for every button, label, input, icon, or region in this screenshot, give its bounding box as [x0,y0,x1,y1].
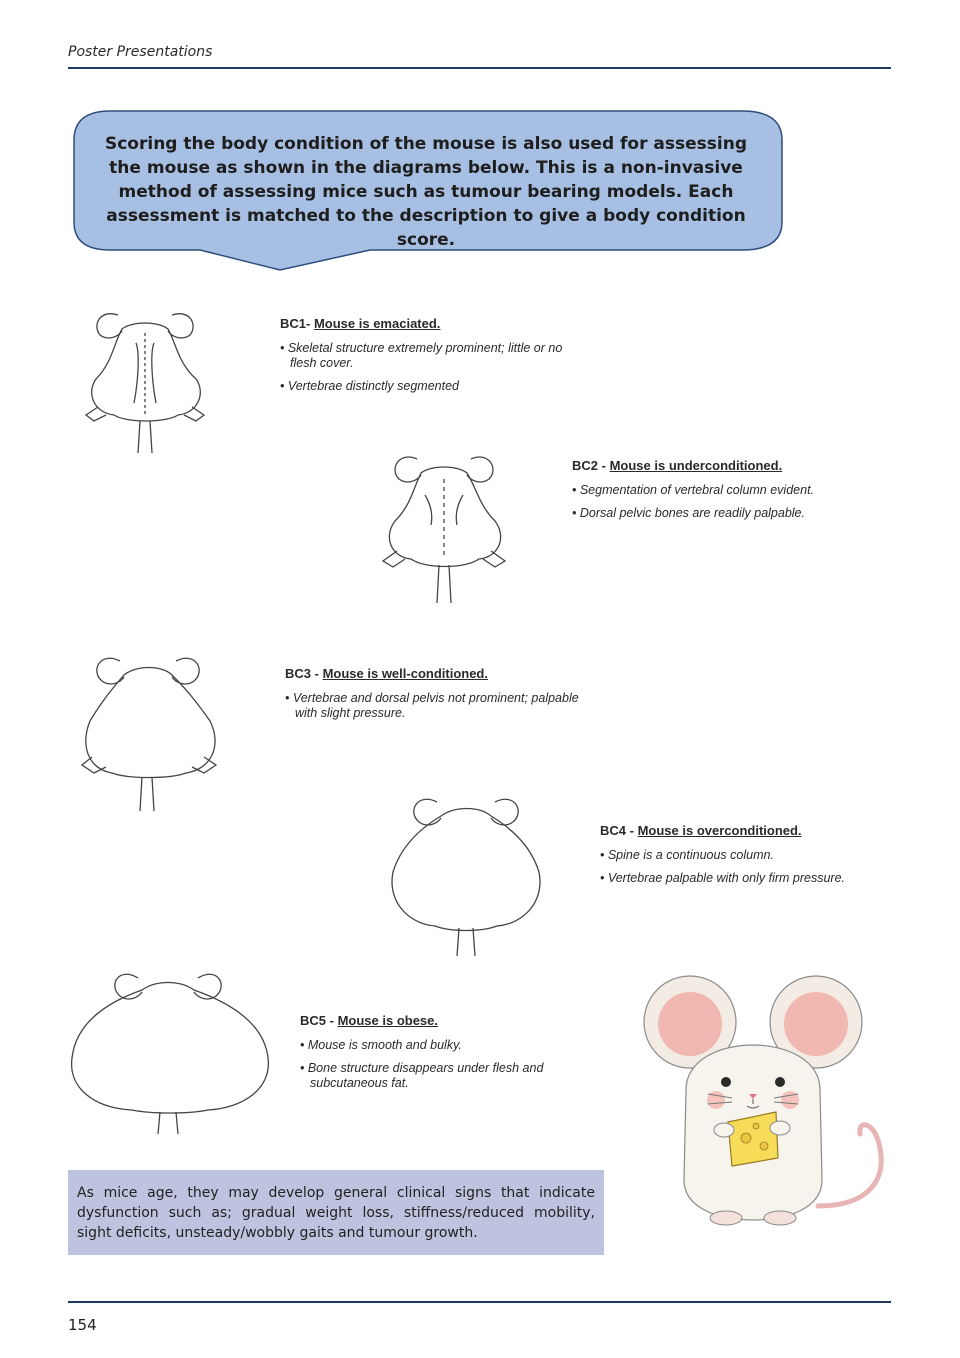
bc2-bullet: • Segmentation of vertebral column evident. [572,483,815,497]
section-header: Poster Presentations [68,44,213,60]
bc5-description [300,1013,600,1099]
bc2-bullet: • Dorsal pelvic bones are readily palpable. [572,506,805,520]
bc5-bullet: • Mouse is smooth and bulky. [300,1038,462,1052]
mouse-bc1-illustration [78,303,218,463]
mouse-bc4-illustration [385,788,550,958]
bc3-description [285,666,585,729]
bc4-heading: BC4 - Mouse is overconditioned. [600,823,802,838]
bc5-heading: BC5 - Mouse is obese. [300,1013,438,1028]
callout-text: Scoring the body condition of the mouse is also used for assessing the mouse as shown in the diagrams below. This is a non-invasive method of assessing mice such as tumour bearing models. Each assessment is matched to the description to give a body condition score. [104,134,747,250]
bc1-heading: BC1- Mouse is emaciated. [280,316,441,331]
bc3-bullet: • Vertebrae and dorsal pelvis not prominent; palpable with slight pressure. [285,691,579,720]
mouse-bc2-illustration [375,445,515,610]
bc1-bullet: • Skeletal structure extremely prominent; little or no flesh cover. [280,341,563,370]
bc4-description [600,823,896,894]
bc2-heading: BC2 - Mouse is underconditioned. [572,458,783,473]
bc1-description [280,316,590,402]
bc1-bullet: • Vertebrae distinctly segmented [280,379,460,393]
bc4-bullet: • Vertebrae palpable with only firm pressure. [600,871,846,885]
footer-rule [68,1301,891,1303]
bc4-bullet: • Spine is a continuous column. [600,848,774,862]
mouse-bc5-illustration [68,962,273,1137]
cartoon-mouse-with-cheese [628,970,898,1250]
bc2-description [572,458,892,529]
clinical-signs-info-box: As mice age, they may develop general clinical signs that indicate dysfunction such as; gradual weight loss, stiffness/reduced mobility, sight deficits, unsteady/wobbly gaits and tumour growth. [68,1170,604,1255]
page-number: 154 [68,1316,97,1334]
header-rule [68,67,891,69]
mouse-bc3-illustration [76,645,226,815]
bc3-heading: BC3 - Mouse is well-conditioned. [285,666,488,681]
bc5-bullet: • Bone structure disappears under flesh and subcutaneous fat. [300,1061,544,1090]
